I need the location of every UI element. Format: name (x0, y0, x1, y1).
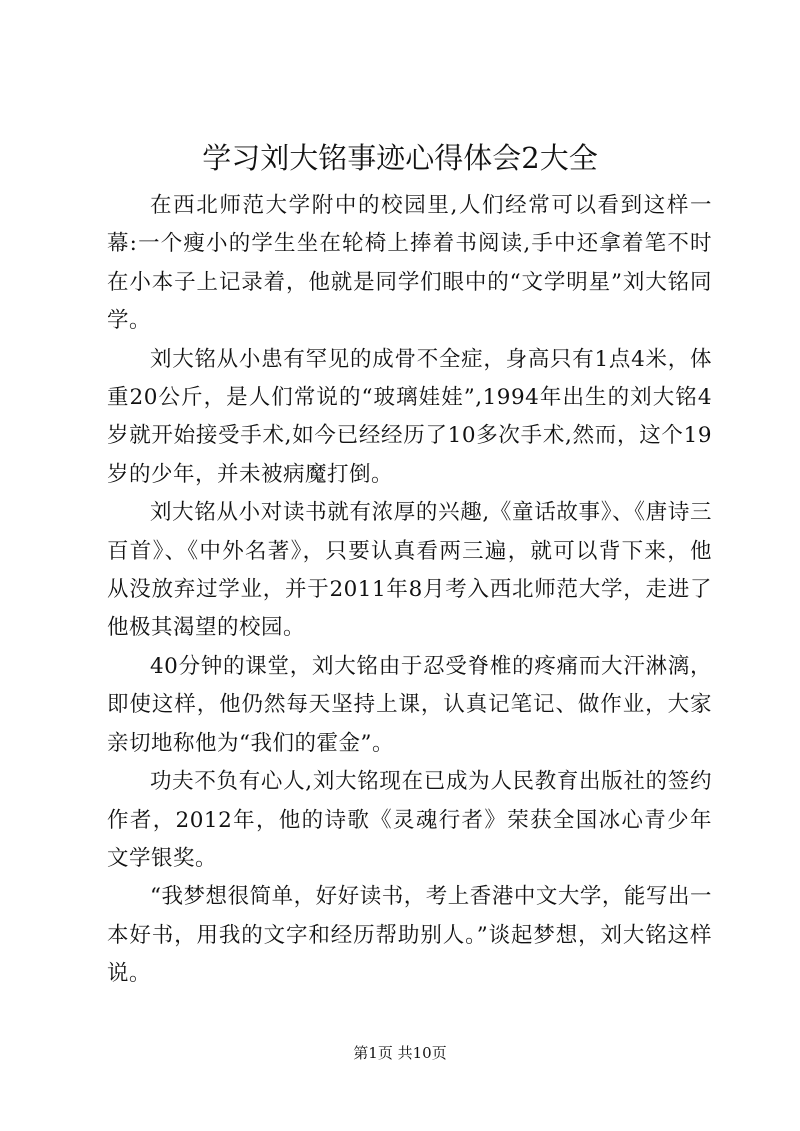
paragraph-4: 40分钟的课堂，刘大铭由于忍受脊椎的疼痛而大汗淋漓，即使这样，他仍然每天坚持上课，认真记笔记、做作业，大家亲切地称他为“我们的霍金”。 (107, 653, 712, 756)
paragraph-3: 刘大铭从小对读书就有浓厚的兴趣,《童话故事》、《唐诗三百首》、《中外名著》，只要认真看两三遍，就可以背下来，他从没放弃过学业，并于2011年8月考入西北师范大学，走进了他极其渴望的校园。 (107, 500, 712, 641)
document-body (107, 187, 712, 994)
document-title: 学习刘大铭事迹心得体会2大全 (202, 141, 598, 175)
paragraph-1: 在西北师范大学附中的校园里,人们经常可以看到这样一幕:一个瘦小的学生坐在轮椅上捧着书阅读,手中还拿着笔不时在小本子上记录着，他就是同学们眼中的“文学明星”刘大铭同学。 (107, 193, 712, 334)
paragraph-6: “我梦想很简单，好好读书，考上香港中文大学，能写出一本好书，用我的文字和经历帮助别人。”谈起梦想，刘大铭这样说。 (107, 884, 712, 987)
page-footer: 第1页 共10页 (353, 1044, 447, 1062)
paragraph-5: 功夫不负有心人,刘大铭现在已成为人民教育出版社的签约作者，2012年，他的诗歌《灵魂行者》荣获全国冰心青少年文学银奖。 (107, 769, 712, 871)
paragraph-2: 刘大铭从小患有罕见的成骨不全症，身高只有1点4米，体重20公斤，是人们常说的“玻璃娃娃”,1994年出生的刘大铭4岁就开始接受手术,如今已经经历了10多次手术,然而，这个19岁的少年，并未被病魔打倒。 (107, 346, 712, 487)
